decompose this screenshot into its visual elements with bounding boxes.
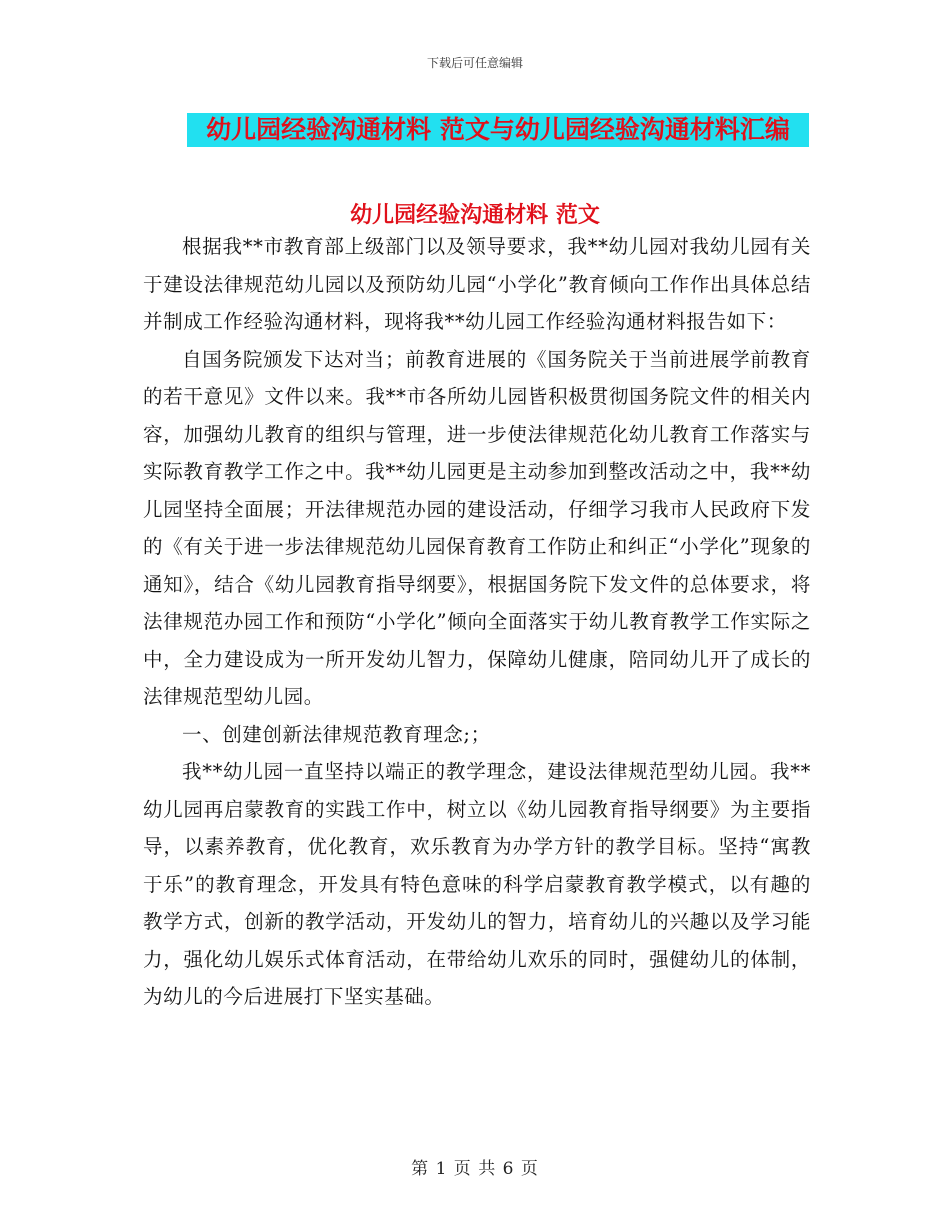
paragraph: 根据我**市教育部上级部门以及领导要求，我**幼儿园对我幼儿园有关于建设法律规范幼儿园以及预防幼儿园“小学化”教育倾向工作作出具体总结并制成工作经验沟通材料，现将我**幼儿园工作经验沟通材料报告如下：: [143, 235, 811, 333]
paragraph: 自国务院颁发下达对当；前教育进展的《国务院关于当前进展学前教育的若干意见》文件以来。我**市各所幼儿园皆积极贯彻国务院文件的相关内容，加强幼儿教育的组织与管理，进一步使法律规范化幼儿教育工作落实与实际教育教学工作之中。我**幼儿园更是主动参加到整改活动之中，我**幼儿园坚持全面展；开法律规范办园的建设活动，仔细学习我市人民政府下发的《有关于进一步法律规范幼儿园保育教育工作防止和纠正“小学化”现象的通知》，结合《幼儿园教育指导纲要》，根据国务院下发文件的总体要求，将法律规范办园工作和预防“小学化”倾向全面落实于幼儿教育教学工作实际之中，全力建设成为一所开发幼儿智力，保障幼儿健康，陪同幼儿开了成长的法律规范型幼儿园。: [143, 347, 811, 708]
section-heading: 一、创建创新法律规范教育理念;；: [182, 722, 491, 746]
document-subtitle: 幼儿园经验沟通材料 范文: [350, 202, 600, 228]
document-body: [143, 228, 811, 1016]
page-number-footer: 第 1 页 共 6 页: [411, 1159, 539, 1179]
paragraph: 我**幼儿园一直坚持以端正的教学理念，建设法律规范型幼儿园。我**幼儿园再启蒙教育的实践工作中，树立以《幼儿园教育指导纲要》为主要指导，以素养教育，优化教育，欢乐教育为办学方针的教学目标。坚持“寓教于乐”的教育理念，开发具有特色意味的科学启蒙教育教学模式，以有趣的教学方式，创新的教学活动，开发幼儿的智力，培育幼儿的兴趣以及学习能力，强化幼儿娱乐式体育活动，在带给幼儿欢乐的同时，强健幼儿的体制，为幼儿的今后进展打下坚实基础。: [143, 760, 811, 1008]
document-title: 幼儿园经验沟通材料 范文与幼儿园经验沟通材料汇编: [187, 113, 809, 147]
page-header-note: 下载后可任意编辑: [426, 56, 523, 70]
